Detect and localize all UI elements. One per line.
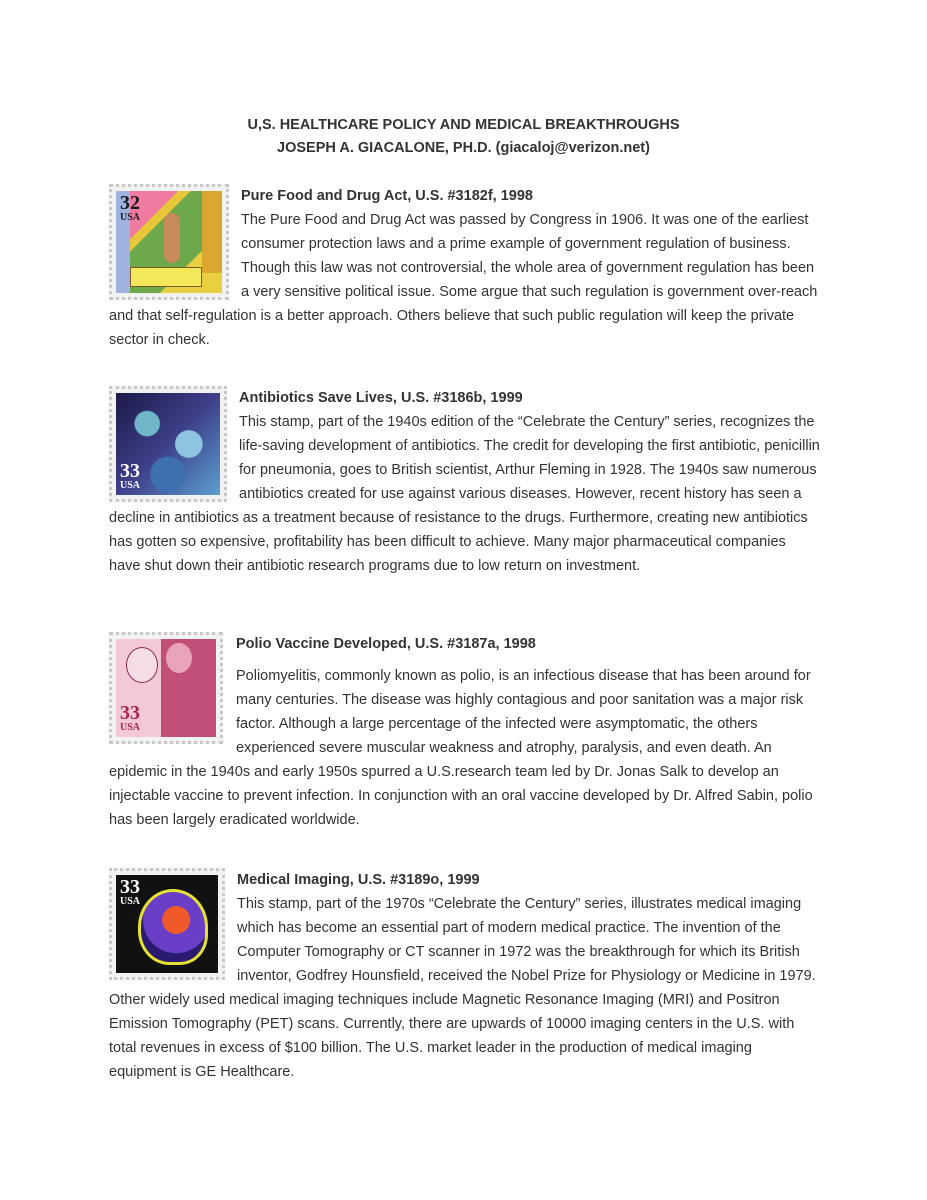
stamp-country: USA (120, 722, 141, 733)
document-author: JOSEPH A. GIACALONE, PH.D. (giacaloj@verizon.net) (277, 140, 650, 156)
stamp-denomination: 33 (120, 876, 140, 898)
section-title: Pure Food and Drug Act, U.S. #3182f, 1998 (241, 188, 533, 204)
document-title: U,S. HEALTHCARE POLICY AND MEDICAL BREAKTHROUGHS (247, 117, 680, 133)
section-body: Poliomyelitis, commonly known as polio, is an infectious disease that has been around for many centuries. The disease was highly contagious and poor sanitation was a major risk factor. Although a large percentage of the infected were asymptomatic, the others experienced severe muscular weakness and atrophy, paralysis, and even death. An epidemic in the 1940s and early 1950s spurred a U.S.research team led by Dr. Jonas Salk to develop an injectable vaccine to prevent infection. In conjunction with an oral vaccine developed by Dr. Alfred Sabin, polio has been largely eradicated worldwide. (109, 668, 813, 828)
section-title: Medical Imaging, U.S. #3189o, 1999 (237, 872, 480, 888)
stamp-denomination: 33 (120, 702, 140, 724)
medical-imaging-stamp-icon (109, 868, 225, 980)
pure-food-drug-act-stamp-icon (109, 184, 229, 300)
section-title: Antibiotics Save Lives, U.S. #3186b, 1999 (239, 390, 523, 406)
section-body: The Pure Food and Drug Act was passed by Congress in 1906. It was one of the earliest consumer protection laws and a prime example of government regulation of business. Though this law was not controversial, the whole area of government regulation has been a very sensitive political issue. Some argue that such regulation is government over-reach and that self-regulation is a better approach. Others believe that such public regulation will keep the private sector in check. (109, 212, 818, 348)
section-antibiotics (109, 386, 821, 578)
section-title: Polio Vaccine Developed, U.S. #3187a, 1998 (236, 636, 536, 652)
antibiotics-stamp-icon (109, 386, 227, 502)
stamp-denomination: 32 (120, 192, 140, 214)
section-medical-imaging (109, 868, 821, 1084)
section-body: This stamp, part of the 1940s edition of the “Celebrate the Century” series, recognizes the life-saving development of antibiotics. The credit for developing the first antibiotic, penicillin for pneumonia, goes to British scientist, Arthur Fleming in 1928. The 1940s saw numerous antibiotics created for use against various diseases. However, recent history has seen a decline in antibiotics as a treatment because of resistance to the drugs. Furthermore, creating new antibiotics has gotten so expensive, profitability has been difficult to achieve. Many major pharmaceutical companies have shut down their antibiotic research programs due to low return on investment. (109, 414, 820, 574)
polio-vaccine-stamp-icon (109, 632, 223, 744)
section-body: This stamp, part of the 1970s “Celebrate the Century” series, illustrates medical imaging which has become an essential part of modern medical practice. The invention of the Computer Tomography or CT scanner in 1972 was the breakthrough for which its British inventor, Godfrey Hounsfield, received the Nobel Prize for Physiology or Medicine in 1979. Other widely used medical imaging techniques include Magnetic Resonance Imaging (MRI) and Positron Emission Tomography (PET) scans. Currently, there are upwards of 10000 imaging centers in the U.S. with total revenues in excess of $100 billion. The U.S. market leader in the production of medical imaging equipment is GE Healthcare. (109, 896, 816, 1080)
stamp-country: USA (120, 480, 141, 491)
section-pure-food-drug-act (109, 184, 821, 352)
stamp-denomination: 33 (120, 460, 140, 482)
stamp-country: USA (120, 896, 141, 907)
section-polio-vaccine (109, 632, 821, 832)
stamp-country: USA (120, 212, 141, 223)
document-header (0, 114, 927, 160)
